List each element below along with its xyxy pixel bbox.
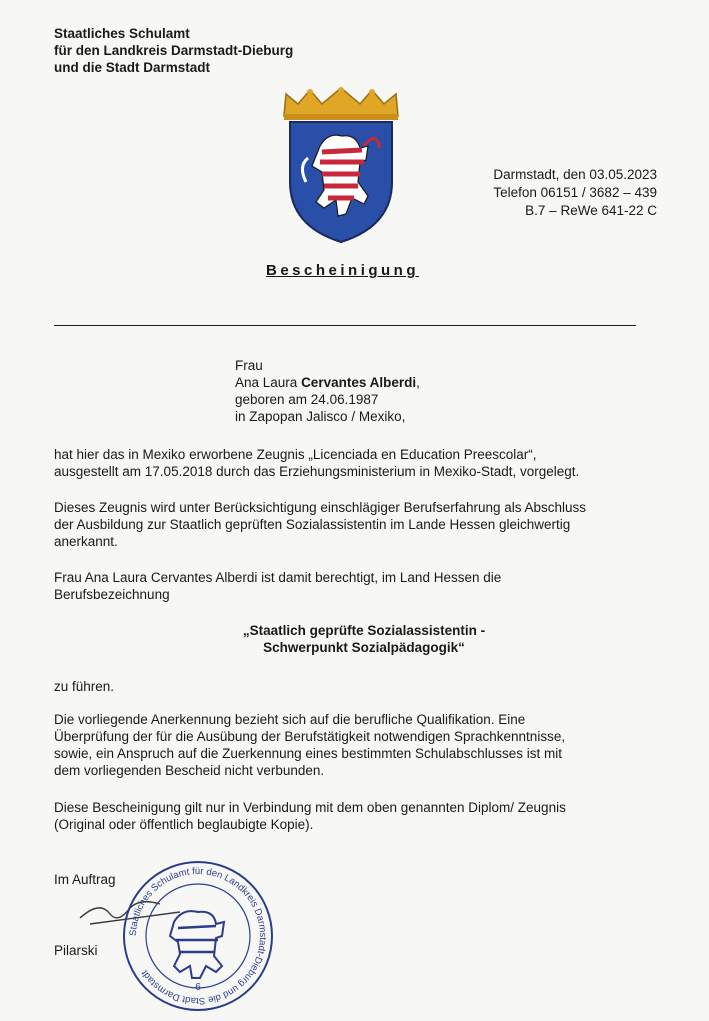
paragraph-validity — [54, 799, 664, 833]
authority-line-3: und die Stadt Darmstadt — [54, 60, 211, 75]
paragraph-line: der Ausbildung zur Staatlich geprüften Sozialassistentin im Lande Hessen gleichwertig — [54, 517, 571, 532]
signatory-name: Pilarski — [54, 943, 98, 958]
paragraph-line: Dieses Zeugnis wird unter Berücksichtigung einschlägiger Berufserfahrung als Abschluss — [54, 500, 587, 515]
designation-line: „Staatlich geprüfte Sozialassistentin - — [242, 623, 486, 638]
paragraph-line: Überprüfung der für die Ausübung der Berufstätigkeit notwendigen Sprachkenntnisse, — [54, 729, 566, 744]
issuing-authority — [54, 25, 293, 76]
paragraph-line: ausgestellt am 17.05.2018 durch das Erziehungsministerium in Mexiko-Stadt, vorgelegt. — [54, 464, 580, 479]
birth-date: geboren am 24.06.1987 — [235, 392, 379, 407]
designation-line: Schwerpunkt Sozialpädagogik“ — [263, 640, 465, 655]
document-title: Bescheinigung — [266, 262, 420, 279]
seal-lion-icon — [170, 911, 224, 978]
paragraph-scope — [54, 711, 664, 779]
recipient-name — [235, 374, 420, 391]
paragraph-certificate-presented — [54, 446, 664, 480]
paragraph-line: Die vorliegende Anerkennung bezieht sich auf die berufliche Qualifikation. Eine — [54, 712, 526, 727]
professional-designation — [54, 622, 674, 656]
paragraph-to-carry: zu führen. — [54, 679, 115, 694]
given-names: Ana Laura — [235, 375, 302, 390]
paragraph-line: sowie, ein Anspruch auf die Zuerkennung eines bestimmten Schulabschlusses ist mit — [54, 746, 563, 761]
seal-ring-text: Staatliches Schulamt für den Landkreis Darmstadt-Dieburg und die Stadt Darmstadt — [127, 865, 269, 1007]
surname: Cervantes Alberdi — [301, 375, 417, 390]
paragraph-recognition — [54, 499, 664, 550]
paragraph-line: Frau Ana Laura Cervantes Alberdi ist damit berechtigt, im Land Hessen die — [54, 570, 502, 585]
reference-block — [493, 166, 657, 220]
authority-line-1: Staatliches Schulamt — [54, 26, 190, 41]
birth-place: in Zapopan Jalisco / Mexiko, — [235, 409, 406, 424]
paragraph-line: hat hier das in Mexiko erworbene Zeugnis „Licenciada en Education Preescolar“, — [54, 447, 537, 462]
paragraph-entitlement — [54, 569, 664, 603]
recipient-block — [235, 357, 420, 425]
salutation: Frau — [235, 358, 263, 373]
date-line: Darmstadt, den 03.05.2023 — [493, 167, 657, 182]
surname-suffix: , — [416, 375, 420, 390]
paragraph-line: anerkannt. — [54, 534, 118, 549]
paragraph-line: Diese Bescheinigung gilt nur in Verbindung mit dem oben genannten Diplom/ Zeugnis — [54, 800, 566, 815]
paragraph-line: Berufsbezeichnung — [54, 587, 170, 602]
seal-number: 6 — [195, 982, 201, 993]
hesse-coat-of-arms-icon — [276, 86, 406, 246]
authority-line-2: für den Landkreis Darmstadt-Dieburg — [54, 43, 294, 58]
paragraph-line: (Original oder öffentlich beglaubigte Kopie). — [54, 817, 314, 832]
on-behalf-label: Im Auftrag — [54, 872, 116, 887]
paragraph-line: dem vorliegenden Bescheid nicht verbunden. — [54, 763, 325, 778]
phone-line: Telefon 06151 / 3682 – 439 — [493, 185, 657, 200]
crown-icon — [284, 87, 398, 120]
official-seal-icon — [118, 856, 278, 1016]
divider — [54, 325, 636, 326]
file-reference: B.7 – ReWe 641-22 C — [525, 203, 657, 218]
